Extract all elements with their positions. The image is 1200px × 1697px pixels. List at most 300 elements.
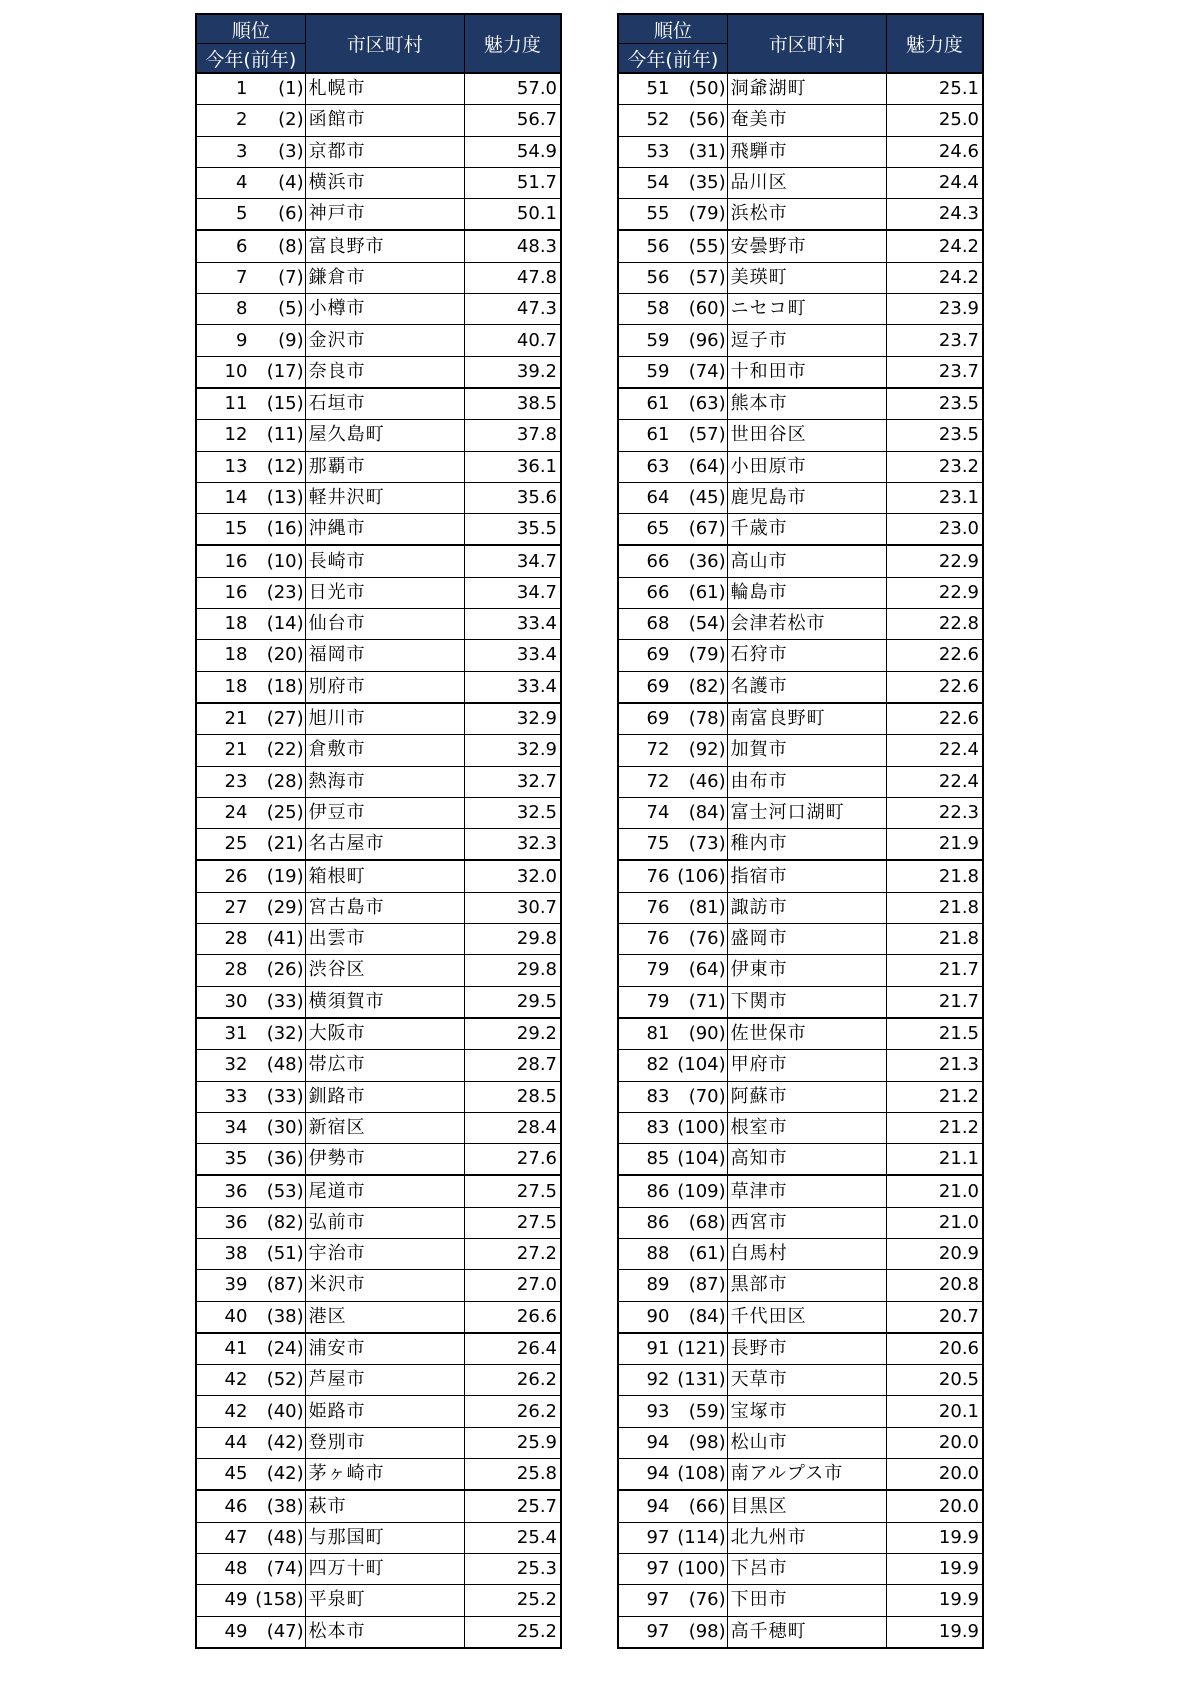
score-cell: 27.0: [464, 1270, 561, 1301]
table-row: [618, 1301, 983, 1333]
score-cell: 38.5: [464, 388, 561, 420]
rank-cell: 36: [196, 1175, 249, 1207]
city-cell: 尾道市: [305, 1175, 464, 1207]
score-cell: 21.8: [886, 924, 983, 955]
city-cell: 会津若松市: [727, 609, 886, 640]
prev-rank-cell: (27): [249, 703, 305, 735]
rank-cell: 56: [618, 262, 671, 293]
city-cell: 名護市: [727, 671, 886, 703]
prev-rank-cell: (59): [671, 1396, 727, 1427]
rank-cell: 18: [196, 640, 249, 671]
city-cell: 富士河口湖町: [727, 797, 886, 828]
city-cell: 大阪市: [305, 1018, 464, 1050]
table-row: [196, 451, 561, 482]
score-cell: 56.7: [464, 105, 561, 136]
score-cell: 32.9: [464, 703, 561, 735]
city-cell: 黒部市: [727, 1270, 886, 1301]
table-row: [196, 1301, 561, 1333]
prev-rank-cell: (76): [671, 1585, 727, 1616]
table-row: [196, 105, 561, 136]
score-cell: 21.0: [886, 1175, 983, 1207]
score-cell: 27.5: [464, 1175, 561, 1207]
city-cell: 登別市: [305, 1427, 464, 1458]
rank-cell: 89: [618, 1270, 671, 1301]
rank-cell: 16: [196, 577, 249, 608]
city-cell: 那覇市: [305, 451, 464, 482]
prev-rank-cell: (1): [249, 73, 305, 105]
prev-rank-cell: (3): [249, 136, 305, 167]
score-cell: 23.0: [886, 514, 983, 546]
table-row: [618, 860, 983, 892]
prev-rank-cell: (57): [671, 262, 727, 293]
rank-cell: 63: [618, 451, 671, 482]
rank-cell: 45: [196, 1459, 249, 1491]
city-cell: 下呂市: [727, 1553, 886, 1584]
rank-cell: 97: [618, 1553, 671, 1584]
city-cell: 出雲市: [305, 924, 464, 955]
table-row: [618, 482, 983, 513]
city-cell: 飛騨市: [727, 136, 886, 167]
score-cell: 22.8: [886, 609, 983, 640]
city-cell: 天草市: [727, 1365, 886, 1396]
prev-rank-cell: (106): [671, 860, 727, 892]
rank-cell: 32: [196, 1050, 249, 1081]
city-cell: 横浜市: [305, 167, 464, 198]
header-score: 魅力度: [886, 14, 983, 73]
city-cell: 目黒区: [727, 1490, 886, 1522]
prev-rank-cell: (81): [671, 892, 727, 923]
rank-cell: 75: [618, 829, 671, 861]
prev-rank-cell: (131): [671, 1365, 727, 1396]
prev-rank-cell: (38): [249, 1301, 305, 1333]
city-cell: 帯広市: [305, 1050, 464, 1081]
rank-cell: 72: [618, 766, 671, 797]
table-row: [196, 1018, 561, 1050]
city-cell: 渋谷区: [305, 955, 464, 986]
table-row: [618, 892, 983, 923]
table-row: [196, 199, 561, 231]
city-cell: 加賀市: [727, 735, 886, 766]
prev-rank-cell: (57): [671, 420, 727, 451]
table-row: [196, 482, 561, 513]
table-row: [196, 797, 561, 828]
table-row: [196, 1365, 561, 1396]
score-cell: 24.3: [886, 199, 983, 231]
score-cell: 22.4: [886, 766, 983, 797]
rank-cell: 94: [618, 1490, 671, 1522]
table-row: [618, 955, 983, 986]
rank-cell: 28: [196, 924, 249, 955]
city-cell: 世田谷区: [727, 420, 886, 451]
rank-cell: 76: [618, 892, 671, 923]
city-cell: 熱海市: [305, 766, 464, 797]
score-cell: 23.5: [886, 388, 983, 420]
city-cell: 高知市: [727, 1144, 886, 1176]
rank-cell: 25: [196, 829, 249, 861]
prev-rank-cell: (67): [671, 514, 727, 546]
city-cell: 与那国町: [305, 1522, 464, 1553]
score-cell: 21.8: [886, 892, 983, 923]
table-row: [196, 388, 561, 420]
table-row: [196, 1427, 561, 1458]
prev-rank-cell: (70): [671, 1081, 727, 1112]
rank-cell: 68: [618, 609, 671, 640]
table-row: [196, 545, 561, 577]
prev-rank-cell: (74): [671, 356, 727, 388]
table-row: [618, 577, 983, 608]
table-row: [196, 577, 561, 608]
prev-rank-cell: (56): [671, 105, 727, 136]
score-cell: 50.1: [464, 199, 561, 231]
table-row: [196, 514, 561, 546]
prev-rank-cell: (20): [249, 640, 305, 671]
score-cell: 34.7: [464, 545, 561, 577]
rank-cell: 55: [618, 199, 671, 231]
table-row: [196, 1050, 561, 1081]
prev-rank-cell: (8): [249, 230, 305, 262]
score-cell: 22.3: [886, 797, 983, 828]
score-cell: 22.6: [886, 671, 983, 703]
city-cell: 下田市: [727, 1585, 886, 1616]
prev-rank-cell: (76): [671, 924, 727, 955]
city-cell: 長崎市: [305, 545, 464, 577]
rank-cell: 1: [196, 73, 249, 105]
rank-cell: 49: [196, 1616, 249, 1648]
score-cell: 21.1: [886, 1144, 983, 1176]
prev-rank-cell: (26): [249, 955, 305, 986]
table-row: [618, 1427, 983, 1458]
rank-cell: 85: [618, 1144, 671, 1176]
rank-cell: 90: [618, 1301, 671, 1333]
city-cell: 日光市: [305, 577, 464, 608]
table-row: [196, 356, 561, 388]
prev-rank-cell: (82): [671, 671, 727, 703]
rank-cell: 61: [618, 420, 671, 451]
rank-cell: 10: [196, 356, 249, 388]
rank-cell: 18: [196, 671, 249, 703]
header-rank: 順位: [618, 14, 727, 44]
score-cell: 28.4: [464, 1112, 561, 1143]
rank-cell: 86: [618, 1175, 671, 1207]
rank-cell: 52: [618, 105, 671, 136]
prev-rank-cell: (46): [671, 766, 727, 797]
score-cell: 25.2: [464, 1616, 561, 1648]
prev-rank-cell: (84): [671, 797, 727, 828]
prev-rank-cell: (74): [249, 1553, 305, 1584]
table-row: [196, 73, 561, 105]
city-cell: 箱根町: [305, 860, 464, 892]
score-cell: 24.2: [886, 230, 983, 262]
rank-cell: 56: [618, 230, 671, 262]
score-cell: 29.8: [464, 924, 561, 955]
score-cell: 26.2: [464, 1396, 561, 1427]
prev-rank-cell: (14): [249, 609, 305, 640]
table-row: [196, 1112, 561, 1143]
prev-rank-cell: (38): [249, 1490, 305, 1522]
city-cell: 奈良市: [305, 356, 464, 388]
city-cell: 白馬村: [727, 1238, 886, 1269]
score-cell: 24.4: [886, 167, 983, 198]
table-row: [196, 735, 561, 766]
city-cell: 指宿市: [727, 860, 886, 892]
score-cell: 25.0: [886, 105, 983, 136]
score-cell: 23.1: [886, 482, 983, 513]
city-cell: 松山市: [727, 1427, 886, 1458]
city-cell: 甲府市: [727, 1050, 886, 1081]
table-row: [196, 262, 561, 293]
rank-cell: 46: [196, 1490, 249, 1522]
table-row: [618, 797, 983, 828]
rank-cell: 40: [196, 1301, 249, 1333]
score-cell: 29.8: [464, 955, 561, 986]
prev-rank-cell: (79): [671, 199, 727, 231]
prev-rank-cell: (24): [249, 1333, 305, 1365]
table-row: [618, 1490, 983, 1522]
score-cell: 20.0: [886, 1459, 983, 1491]
city-cell: 福岡市: [305, 640, 464, 671]
table-row: [196, 955, 561, 986]
header-rank-sub: 今年(前年): [618, 44, 727, 74]
city-cell: 伊勢市: [305, 1144, 464, 1176]
prev-rank-cell: (48): [249, 1522, 305, 1553]
table-row: [618, 294, 983, 325]
rank-cell: 83: [618, 1112, 671, 1143]
prev-rank-cell: (64): [671, 955, 727, 986]
city-cell: 沖縄市: [305, 514, 464, 546]
prev-rank-cell: (61): [671, 1238, 727, 1269]
city-cell: 千代田区: [727, 1301, 886, 1333]
score-cell: 24.2: [886, 262, 983, 293]
city-cell: 軽井沢町: [305, 482, 464, 513]
city-cell: 美瑛町: [727, 262, 886, 293]
table-row: [196, 1333, 561, 1365]
score-cell: 24.6: [886, 136, 983, 167]
city-cell: 宝塚市: [727, 1396, 886, 1427]
score-cell: 21.2: [886, 1112, 983, 1143]
prev-rank-cell: (71): [671, 986, 727, 1018]
prev-rank-cell: (114): [671, 1522, 727, 1553]
prev-rank-cell: (51): [249, 1238, 305, 1269]
city-cell: 小田原市: [727, 451, 886, 482]
score-cell: 32.5: [464, 797, 561, 828]
rank-cell: 97: [618, 1585, 671, 1616]
city-cell: 安曇野市: [727, 230, 886, 262]
city-cell: 京都市: [305, 136, 464, 167]
city-cell: 奄美市: [727, 105, 886, 136]
table-row: [618, 1459, 983, 1491]
score-cell: 21.8: [886, 860, 983, 892]
table-row: [618, 1081, 983, 1112]
city-cell: 屋久島町: [305, 420, 464, 451]
city-cell: 姫路市: [305, 1396, 464, 1427]
rank-cell: 76: [618, 860, 671, 892]
prev-rank-cell: (100): [671, 1553, 727, 1584]
city-cell: 函館市: [305, 105, 464, 136]
rank-cell: 66: [618, 545, 671, 577]
city-cell: 洞爺湖町: [727, 73, 886, 105]
rank-cell: 42: [196, 1365, 249, 1396]
prev-rank-cell: (66): [671, 1490, 727, 1522]
city-cell: 鹿児島市: [727, 482, 886, 513]
rank-cell: 18: [196, 609, 249, 640]
table-row: [196, 325, 561, 356]
score-cell: 27.6: [464, 1144, 561, 1176]
rank-cell: 23: [196, 766, 249, 797]
score-cell: 23.9: [886, 294, 983, 325]
rank-cell: 82: [618, 1050, 671, 1081]
prev-rank-cell: (16): [249, 514, 305, 546]
table-row: [196, 1144, 561, 1176]
score-cell: 19.9: [886, 1585, 983, 1616]
city-cell: 千歳市: [727, 514, 886, 546]
rank-cell: 33: [196, 1081, 249, 1112]
score-cell: 25.2: [464, 1585, 561, 1616]
header-rank-sub: 今年(前年): [196, 44, 305, 74]
score-cell: 23.7: [886, 356, 983, 388]
rank-cell: 81: [618, 1018, 671, 1050]
city-cell: 宮古島市: [305, 892, 464, 923]
city-cell: 神戸市: [305, 199, 464, 231]
prev-rank-cell: (23): [249, 577, 305, 608]
city-cell: 富良野市: [305, 230, 464, 262]
score-cell: 21.2: [886, 1081, 983, 1112]
table-row: [618, 1238, 983, 1269]
rank-cell: 35: [196, 1144, 249, 1176]
header-city: 市区町村: [727, 14, 886, 73]
table-row: [196, 860, 561, 892]
rank-cell: 58: [618, 294, 671, 325]
city-cell: ニセコ町: [727, 294, 886, 325]
rank-cell: 48: [196, 1553, 249, 1584]
table-row: [196, 1175, 561, 1207]
prev-rank-cell: (36): [671, 545, 727, 577]
table-row: [618, 262, 983, 293]
rank-cell: 51: [618, 73, 671, 105]
table-row: [618, 1050, 983, 1081]
rank-cell: 59: [618, 356, 671, 388]
city-cell: 倉敷市: [305, 735, 464, 766]
score-cell: 36.1: [464, 451, 561, 482]
rank-cell: 44: [196, 1427, 249, 1458]
score-cell: 51.7: [464, 167, 561, 198]
rank-cell: 72: [618, 735, 671, 766]
score-cell: 48.3: [464, 230, 561, 262]
table-row: [618, 986, 983, 1018]
prev-rank-cell: (18): [249, 671, 305, 703]
city-cell: 釧路市: [305, 1081, 464, 1112]
prev-rank-cell: (29): [249, 892, 305, 923]
table-row: [196, 766, 561, 797]
table-row: [196, 420, 561, 451]
score-cell: 32.7: [464, 766, 561, 797]
table-row: [196, 1585, 561, 1616]
city-cell: 稚内市: [727, 829, 886, 861]
header-score: 魅力度: [464, 14, 561, 73]
prev-rank-cell: (60): [671, 294, 727, 325]
prev-rank-cell: (87): [249, 1270, 305, 1301]
table-row: [618, 1396, 983, 1427]
rank-cell: 86: [618, 1207, 671, 1238]
table-row: [618, 1522, 983, 1553]
prev-rank-cell: (17): [249, 356, 305, 388]
score-cell: 20.9: [886, 1238, 983, 1269]
prev-rank-cell: (40): [249, 1396, 305, 1427]
city-cell: 西宮市: [727, 1207, 886, 1238]
city-cell: 根室市: [727, 1112, 886, 1143]
city-cell: 旭川市: [305, 703, 464, 735]
score-cell: 26.6: [464, 1301, 561, 1333]
city-cell: 佐世保市: [727, 1018, 886, 1050]
score-cell: 29.5: [464, 986, 561, 1018]
ranking-table-right: [617, 13, 984, 1649]
city-cell: 北九州市: [727, 1522, 886, 1553]
rank-cell: 21: [196, 735, 249, 766]
score-cell: 25.4: [464, 1522, 561, 1553]
city-cell: 高千穂町: [727, 1616, 886, 1648]
rank-cell: 2: [196, 105, 249, 136]
score-cell: 34.7: [464, 577, 561, 608]
city-cell: 別府市: [305, 671, 464, 703]
table-row: [618, 1270, 983, 1301]
city-cell: 高山市: [727, 545, 886, 577]
rank-cell: 88: [618, 1238, 671, 1269]
score-cell: 39.2: [464, 356, 561, 388]
score-cell: 27.2: [464, 1238, 561, 1269]
table-row: [196, 1522, 561, 1553]
table-row: [618, 1553, 983, 1584]
city-cell: 石垣市: [305, 388, 464, 420]
prev-rank-cell: (15): [249, 388, 305, 420]
table-row: [618, 1365, 983, 1396]
table-row: [196, 1238, 561, 1269]
table-row: [618, 105, 983, 136]
score-cell: 33.4: [464, 640, 561, 671]
city-cell: 伊東市: [727, 955, 886, 986]
city-cell: 輪島市: [727, 577, 886, 608]
table-row: [618, 640, 983, 671]
table-row: [618, 1585, 983, 1616]
score-cell: 33.4: [464, 609, 561, 640]
table-row: [196, 986, 561, 1018]
header-rank: 順位: [196, 14, 305, 44]
score-cell: 20.0: [886, 1427, 983, 1458]
city-cell: 南富良野町: [727, 703, 886, 735]
rank-cell: 13: [196, 451, 249, 482]
rank-cell: 93: [618, 1396, 671, 1427]
table-row: [196, 294, 561, 325]
score-cell: 23.2: [886, 451, 983, 482]
prev-rank-cell: (28): [249, 766, 305, 797]
rank-cell: 54: [618, 167, 671, 198]
rank-cell: 12: [196, 420, 249, 451]
ranking-body-left: [196, 73, 561, 1648]
score-cell: 22.9: [886, 577, 983, 608]
prev-rank-cell: (45): [671, 482, 727, 513]
table-row: [618, 924, 983, 955]
rank-cell: 83: [618, 1081, 671, 1112]
prev-rank-cell: (90): [671, 1018, 727, 1050]
table-row: [196, 1553, 561, 1584]
prev-rank-cell: (121): [671, 1333, 727, 1365]
score-cell: 35.5: [464, 514, 561, 546]
table-row: [618, 451, 983, 482]
table-row: [196, 640, 561, 671]
prev-rank-cell: (41): [249, 924, 305, 955]
prev-rank-cell: (2): [249, 105, 305, 136]
rank-cell: 16: [196, 545, 249, 577]
score-cell: 28.7: [464, 1050, 561, 1081]
score-cell: 27.5: [464, 1207, 561, 1238]
